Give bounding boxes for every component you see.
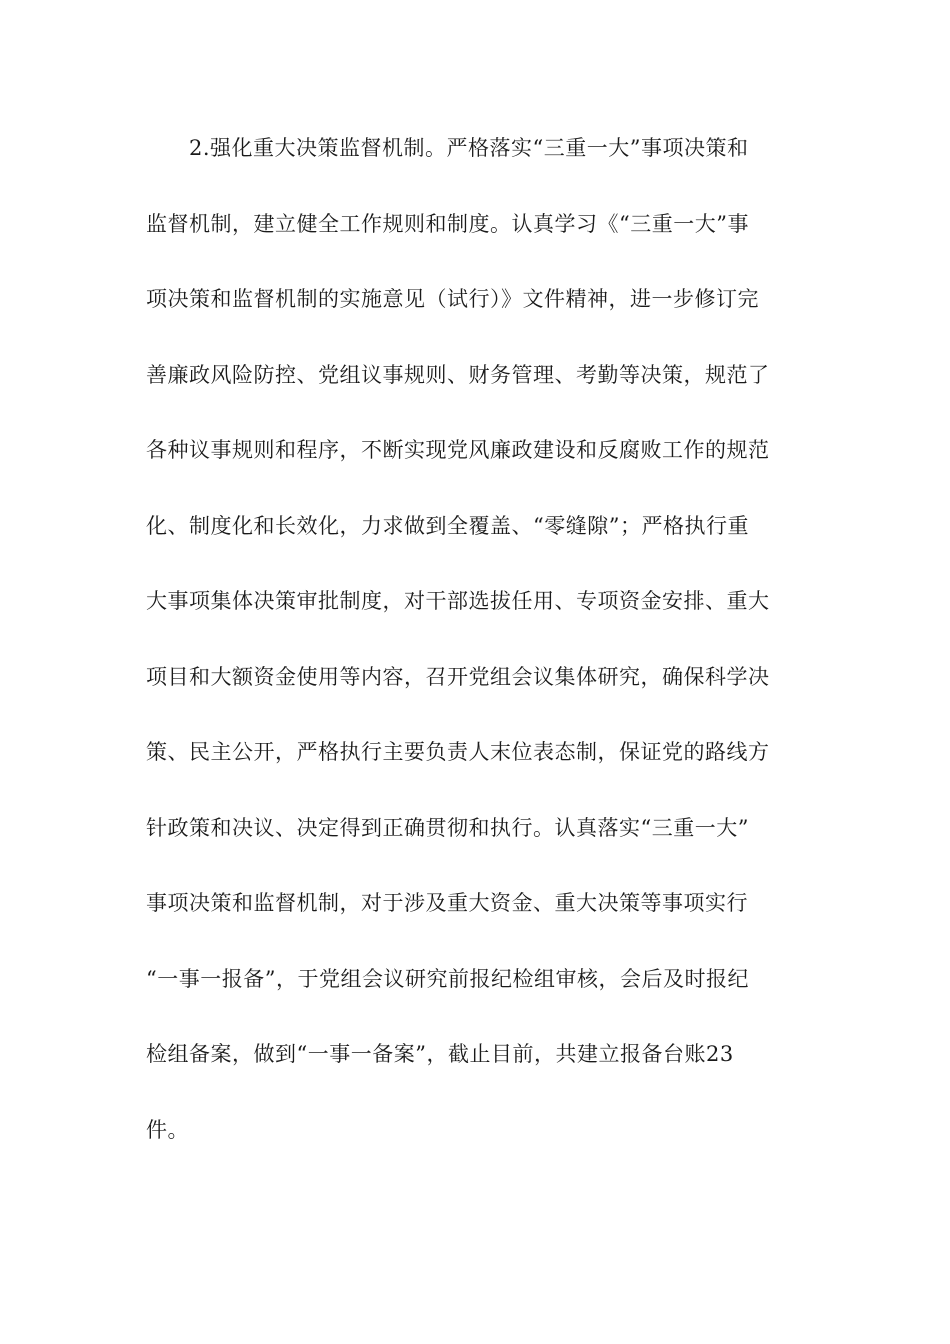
paragraph-line: 2.强化重大决策监督机制。严格落实“三重一大”事项决策和 (189, 136, 749, 160)
paragraph-line: 检组备案，做到“一事一备案”，截止目前，共建立报备台账23 (146, 1042, 734, 1066)
paragraph-line: 善廉政风险防控、党组议事规则、财务管理、考勤等决策，规范了 (146, 362, 770, 387)
paragraph-line: 策、民主公开，严格执行主要负责人末位表态制，保证党的路线方 (146, 740, 770, 764)
paragraph-line: 事项决策和监督机制，对于涉及重大资金、重大决策等事项实行 (146, 891, 748, 915)
paragraph-line: 项目和大额资金使用等内容，召开党组会议集体研究，确保科学决 (146, 664, 770, 689)
paragraph-line: 针政策和决议、决定得到正确贯彻和执行。认真落实“三重一大” (146, 815, 749, 840)
paragraph-line: 件。 (146, 1117, 189, 1142)
paragraph-line: 化、制度化和长效化，力求做到全覆盖、“零缝隙”；严格执行重 (146, 513, 749, 538)
paragraph-line: 监督机制，建立健全工作规则和制度。认真学习《“三重一大”事 (146, 211, 749, 236)
body-paragraph (146, 130, 796, 1187)
paragraph-line: 大事项集体决策审批制度，对干部选拔任用、专项资金安排、重大 (146, 589, 770, 613)
paragraph-line: “一事一报备”，于党组会议研究前报纪检组审核，会后及时报纪 (146, 966, 749, 991)
paragraph-line: 项决策和监督机制的实施意见（试行）》文件精神，进一步修订完 (146, 287, 759, 311)
paragraph-line: 各种议事规则和程序，不断实现党风廉政建设和反腐败工作的规范 (146, 438, 770, 462)
